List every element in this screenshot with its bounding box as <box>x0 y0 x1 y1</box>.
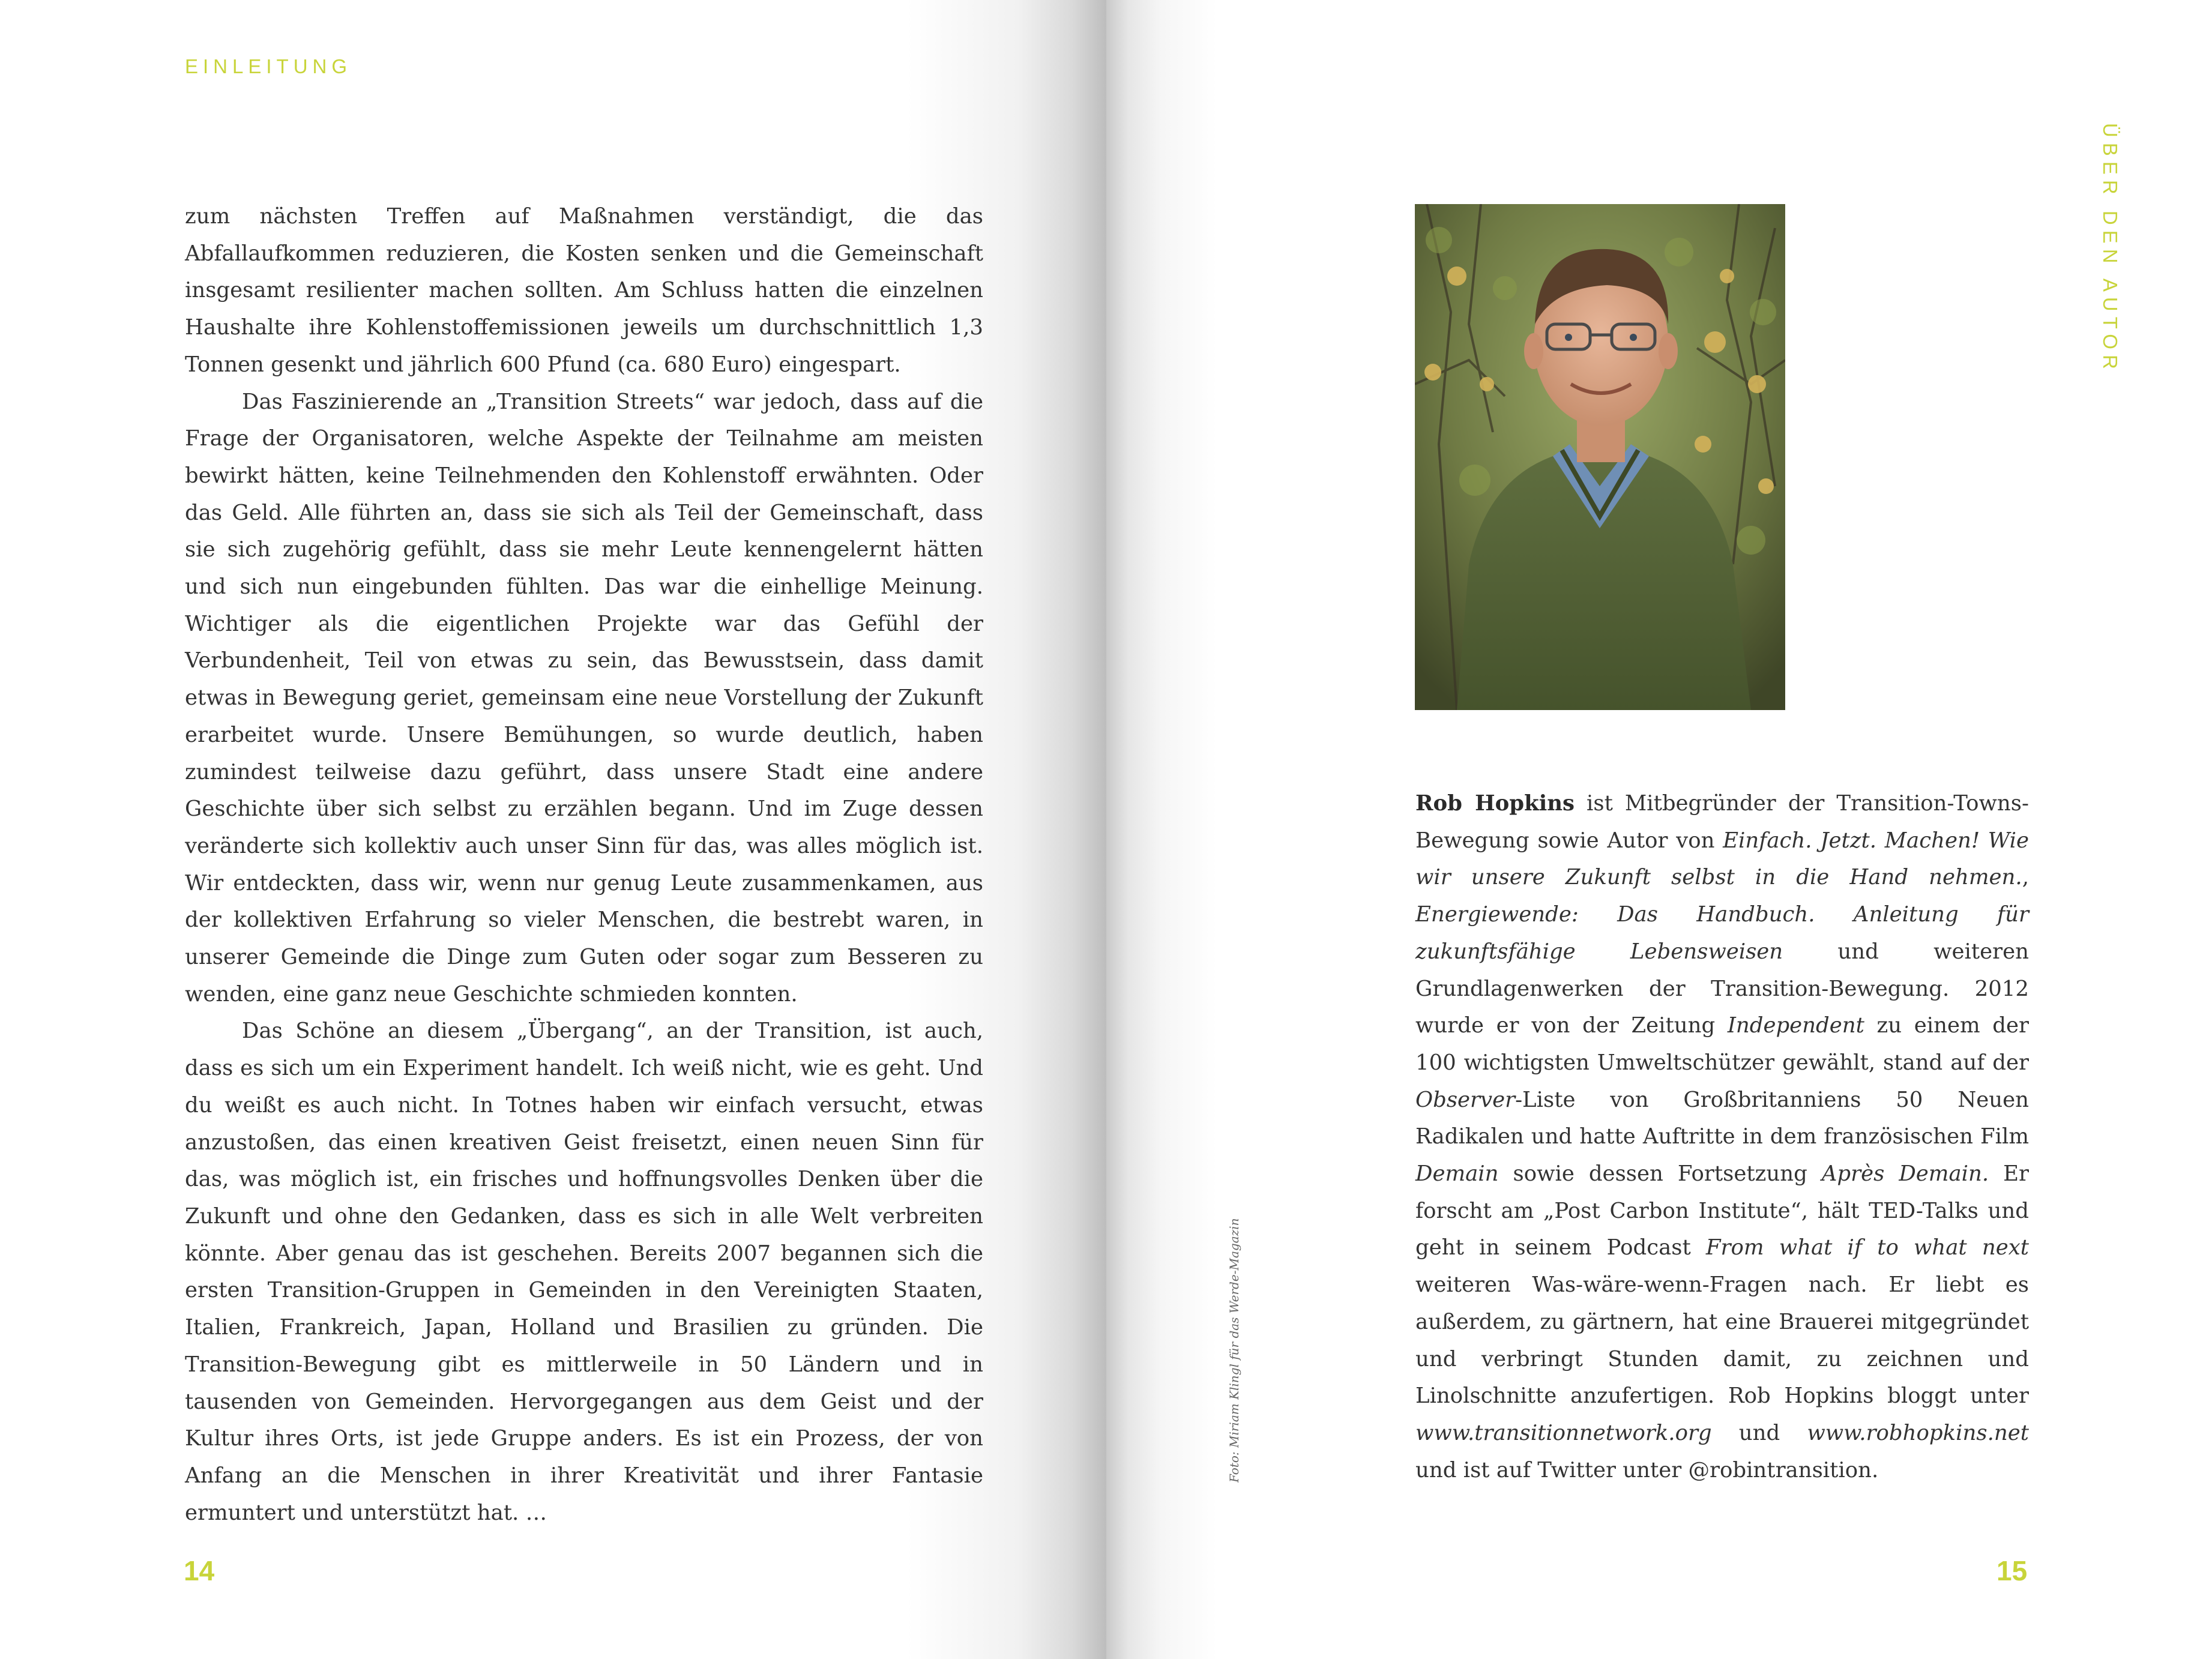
bio-text: sowie dessen Fortsetzung <box>1498 1161 1822 1187</box>
paragraph: zum nächsten Treffen auf Maßnahmen verständigt, die das Abfallaufkommen reduzieren, die Kosten senken und die Gemeinschaft insgesamt resilienter machen sollten. Am Schluss hatten die einzelnen Haushalte ihre Kohlenstoffemissionen jeweils um durchschnittlich 1,3 Tonnen gesenkt und jährlich 600 Pfund (ca. 680 Euro) eingespart. <box>185 204 983 377</box>
newspaper-name: Observer <box>1415 1087 1516 1112</box>
bio-text: zu einem der 100 wichtigsten Umweltschützer gewählt, stand auf der <box>1415 1013 2029 1075</box>
film-title: Après Demain. <box>1821 1161 1989 1187</box>
page-number: 15 <box>1997 1555 2028 1586</box>
bio-text: , <box>2022 865 2029 890</box>
side-label-container <box>2090 123 2132 387</box>
paragraph: Das Schöne an diesem „Übergang“, an der Transition, ist auch, dass es sich um ein Experiment handelt. Ich weiß nicht, wie es geht. Und du weißt es auch nicht. In Totnes haben wir einfach versucht, etwas anzustoßen, das einen kreativen Geist freisetzt, einen neuen Sinn für das, was möglich ist, ein frisches und hoffnungsvolles Denken über die Zukunft und ohne den Gedanken, dass es sich in alle Welt verbreiten könnte. Aber genau das ist geschehen. Bereits 2007 begannen sich die ersten Transition-Gruppen in Gemeinden in den Vereinigten Staaten, Italien, Frankreich, Japan, Holland und Brasilien zu gründen. Die Transition-Bewegung gibt es mittlerweile in 50 Ländern und in tausenden von Gemeinden. Hervorgegangen aus dem Geist und der Kultur ihres Orts, ist jede Gruppe anders. Es ist ein Prozess, der von Anfang an die Menschen in ihrer Kreativität und ihrer Fantasie ermuntert und unterstützt hat. … <box>185 1019 983 1525</box>
book-title: Energiewende: Das Handbuch. Anleitung für zukunftsfähige Lebensweisen <box>1415 902 2029 964</box>
bio-text: und ist auf Twitter unter @robintransition. <box>1415 1457 1879 1483</box>
photo-credit-container <box>1225 1194 1249 1483</box>
paragraph: Das Faszinierende an „Transition Streets“ war jedoch, dass auf die Frage der Organisatoren, welche Aspekte der Teilnahme am meisten bewirkt hätten, keine Teilnehmenden den Kohlenstoff erwähnten. Oder das Geld. Alle führten an, dass sie sich als Teil der Gemeinschaft, dass sie sich zugehörig gefühlt, dass sie mehr Leute kennengelernt hätten und sich nun eingebunden fühlten. Das war die einhellige Meinung. Wichtiger als die eigentlichen Projekte war das Gefühl der Verbundenheit, Teil von etwas zu sein, das Bewusstsein, dass damit etwas in Bewegung geriet, gemeinsam eine neue Vorstellung der Zukunft erarbeitet wurde. Unsere Bemühungen, so wurde deutlich, haben zumindest teilweise dazu geführt, dass unsere Stadt eine andere Geschichte über sich selbst zu erzählen begann. Und im Zuge dessen veränderte sich kollektiv auch unser Sinn für das, was alles möglich ist. Wir entdeckten, dass wir, wenn nur genug Leute zusammenkamen, aus der kollektiven Erfahrung so vieler Menschen, die bestrebt waren, in unserer Gemeinde die Dinge zum Guten oder sogar zum Besseren zu wenden, eine ganz neue Geschichte schmieden konnten. <box>185 389 983 1007</box>
body-text <box>185 198 983 1531</box>
author-bio <box>1415 785 2029 1489</box>
bio-text: und weiteren Grundlagenwerken der Transition-Bewegung. 2012 wurde er von der Zeitung <box>1415 939 2029 1038</box>
section-label: EINLEITUNG <box>185 55 352 77</box>
bio-text: weiteren Was-wäre-wenn-Fragen nach. Er liebt es außerdem, zu gärtnern, hat eine Brauerei mitgegründet und verbringt Stunden damit, zu zeichnen und Linolschnitte anzufertigen. Rob Hopkins bloggt unter <box>1415 1272 2029 1409</box>
author-name: Rob Hopkins <box>1415 791 1575 816</box>
bio-text: Er forscht am „Post Carbon Institute“, hält TED-Talks und geht in seinem Podcast <box>1415 1161 2029 1260</box>
page-number: 14 <box>184 1555 215 1586</box>
author-photo <box>1415 204 1785 710</box>
website-link: www.transitionnetwork.org <box>1415 1420 1712 1445</box>
website-link: www.robhopkins.net <box>1807 1420 2029 1445</box>
photo-credit: Foto: Miriam Klingl für das Werde-Magazin <box>1227 1218 1241 1483</box>
newspaper-name: Independent <box>1727 1013 1864 1038</box>
bio-text: -Liste von Großbritanniens 50 Neuen Radikalen und hatte Auftritte in dem französischen Film <box>1415 1087 2029 1149</box>
bio-text: ist Mitbegründer der Transition-Towns-Bewegung sowie Autor von <box>1415 791 2029 853</box>
film-title: Demain <box>1415 1161 1499 1187</box>
book-title: Einfach. Jetzt. Machen! Wie wir unsere Zukunft selbst in die Hand nehmen. <box>1415 828 2030 890</box>
side-label: ÜBER DEN AUTOR <box>2099 123 2121 375</box>
bio-text: und <box>1711 1420 1807 1445</box>
podcast-title: From what if to what next <box>1705 1235 2029 1260</box>
